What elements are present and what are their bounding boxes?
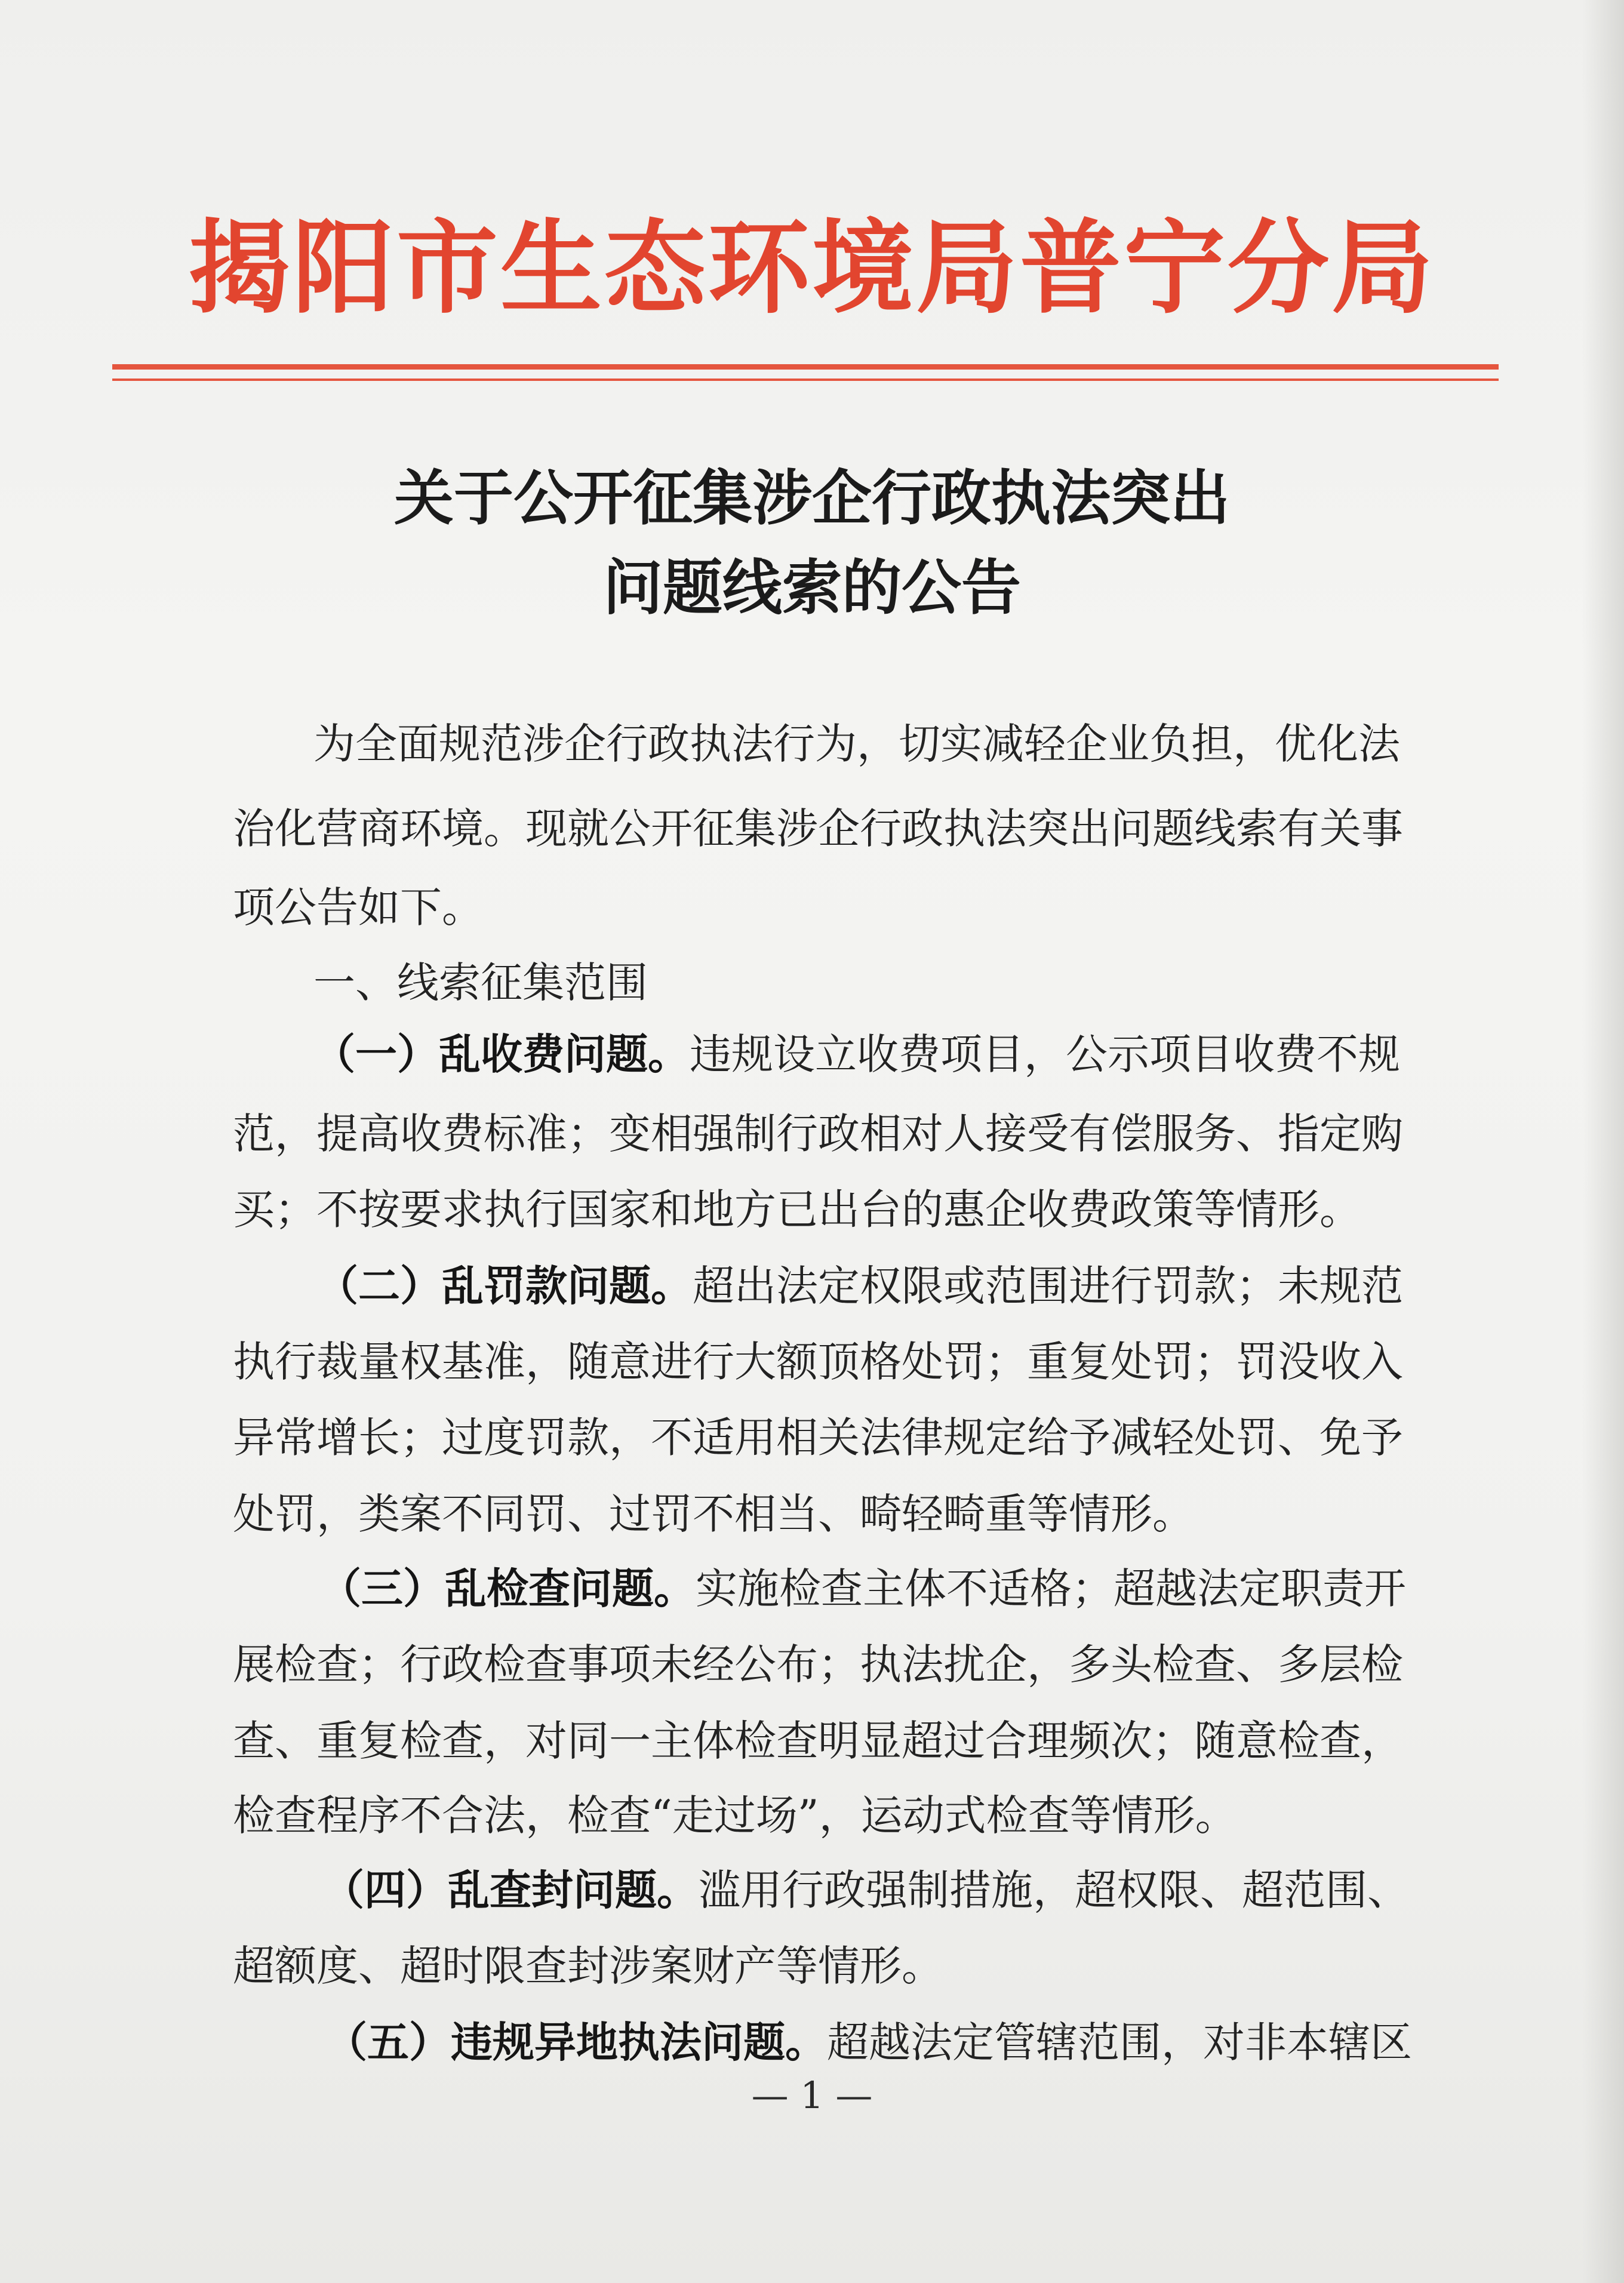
body-line-9-text: 执行裁量权基准，随意进行大额顶格处罚；重复处罚；罚没收入 — [233, 1337, 1403, 1386]
body-line-14 — [233, 1707, 1451, 1768]
body-line-12 — [319, 1555, 1537, 1616]
body-line-3-text: 项公告如下。 — [233, 883, 484, 932]
body-line-12-text: 实施检查主体不适格；超越法定职责开 — [696, 1564, 1406, 1613]
body-line-2 — [233, 795, 1451, 856]
body-line-7-text: 买；不按要求执行国家和地方已出台的惠企收费政策等情形。 — [233, 1185, 1361, 1234]
body-line-7 — [233, 1176, 1451, 1236]
body-line-8-text: 超出法定权限或范围进行罚款；未规范 — [693, 1262, 1403, 1310]
item-5-heading: （五）违规异地执法问题。 — [325, 2017, 827, 2067]
page-number: — 1 — — [751, 2073, 873, 2117]
body-line-15 — [233, 1782, 1451, 1842]
body-line-18-text: 超越法定管辖范围，对非本辖区 — [827, 2018, 1412, 2067]
letterhead-rule-thin — [112, 379, 1499, 381]
body-line-6-text: 范，提高收费标准；变相强制行政相对人接受有偿服务、指定购 — [233, 1109, 1403, 1158]
body-line-6 — [233, 1100, 1451, 1161]
item-1-heading: （一）乱收费问题。 — [313, 1029, 690, 1079]
section-heading-1 — [313, 949, 1531, 1010]
document-title-line-2: 问题线索的公告 — [603, 553, 1021, 623]
letterhead-agency-name: 揭阳市生态环境局普宁分局 — [188, 210, 1435, 328]
item-3-heading: （三）乱检查问题。 — [319, 1564, 696, 1613]
body-line-5 — [313, 1021, 1531, 1081]
body-line-5-text: 违规设立收费项目，公示项目收费不规 — [690, 1030, 1400, 1079]
body-line-2-text: 治化营商环境。现就公开征集涉企行政执法突出问题线索有关事 — [233, 804, 1403, 853]
body-line-10-text: 异常增长；过度罚款，不适用相关法律规定给予减轻处罚、免予 — [233, 1413, 1403, 1462]
body-line-14-text: 查、重复检查，对同一主体检查明显超过合理频次；随意检查， — [233, 1716, 1403, 1765]
body-line-17 — [233, 1933, 1451, 1993]
body-line-9 — [233, 1328, 1451, 1389]
body-line-3 — [233, 874, 1451, 934]
document-title — [0, 454, 1624, 633]
item-4-heading: （四）乱查封问题。 — [322, 1865, 699, 1915]
section-heading-1-text: 一、线索征集范围 — [313, 958, 648, 1007]
body-line-15-text: 检查程序不合法，检查“走过场”，运动式检查等情形。 — [233, 1791, 1237, 1840]
body-line-16 — [322, 1857, 1540, 1917]
body-line-10 — [233, 1404, 1451, 1464]
body-line-1 — [313, 710, 1531, 771]
body-line-11 — [233, 1481, 1451, 1541]
body-line-8 — [316, 1253, 1534, 1313]
document-title-line-1: 关于公开征集涉企行政执法突出 — [394, 463, 1230, 533]
body-line-13-text: 展检查；行政检查事项未经公布；执法扰企，多头检查、多层检 — [233, 1640, 1403, 1689]
body-line-13 — [233, 1631, 1451, 1691]
letterhead-rule-thick — [112, 364, 1499, 370]
body-line-11-text: 处罚，类案不同罚、过罚不相当、畸轻畸重等情形。 — [233, 1490, 1194, 1539]
body-line-18 — [325, 2009, 1543, 2069]
item-2-heading: （二）乱罚款问题。 — [316, 1261, 693, 1310]
body-line-16-text: 滥用行政强制措施，超权限、超范围、 — [699, 1866, 1409, 1915]
body-line-1-text: 为全面规范涉企行政执法行为，切实减轻企业负担，优化法 — [313, 719, 1400, 768]
body-line-17-text: 超额度、超时限查封涉案财产等情形。 — [233, 1942, 943, 1990]
